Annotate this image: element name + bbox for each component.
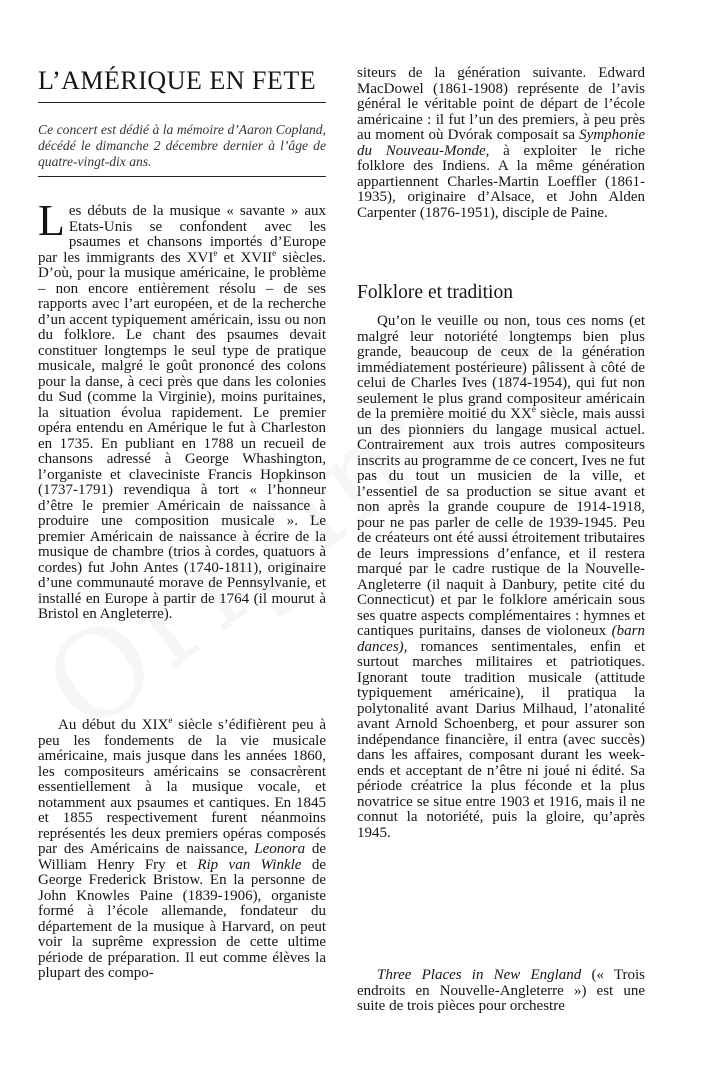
- title-underline: [38, 102, 326, 103]
- three-places-paragraph: Three Places in New England (« Trois endroits en Nouvelle-Angleterre ») est une suite de trois pièces pour orchestre: [357, 967, 646, 1014]
- page-title: L’AMÉRIQUE EN FETE: [38, 66, 317, 95]
- dedication-underline: [38, 176, 326, 177]
- section-heading: Folklore et tradition: [357, 282, 513, 303]
- intro-paragraph: Les débuts de la musique « savante » aux Etats-Unis se confondent avec les psaumes et chansons importés d’Europe par les immigrants des XVIe et XVIIe siècles. D’où, pour la musique américaine, le problème – non encore entièrement résolu – de ses rapports avec l’art européen, et de la recherche d’un accent typiquement américain, issu ou non du folklore. Le chant des psaumes devait constituer longtemps le seul type de pratique musicale, malgré le goût prononcé des colons pour la danse, à ceci près que dans les colonies du Sud (comme la Virginie), moins puritaines, la situation évolua rapidement. Le premier opéra entendu en Amérique le fut à Charleston en 1735. En publiant en 1788 un recueil de chansons adressé à George Whashington, l’organiste et claveciniste Francis Hopkinson (1737-1791) revendiqua à tort « l’honneur d’être le premier Américain de naissance à produire une composition musicale ». Le premier Américain de naissance à écrire de la musique de chambre (trios à cordes, quatuors à cordes) fut John Antes (1740-1811), originaire d’une communauté morave de Pennsylvanie, et installé en Europe à partir de 1764 (il mourut à Bristol en Angleterre).: [38, 196, 326, 622]
- drop-cap: L: [38, 196, 65, 245]
- dedication-note: Ce concert est dédié à la mémoire d’Aaron Copland, décédé le dimanche 2 décembre dernier à l’âge de quatre-vingt-dix ans.: [38, 122, 326, 169]
- continuation-paragraph: siteurs de la génération suivante. Edward MacDowel (1861-1908) représente de l’avis général le véritable point de départ de l’école américaine : il fut l’un des premiers, à peu près au moment où Dvórak composait sa Symphonie du Nouveau-Monde, à exploiter le riche folklore des Indiens. A la même génération appartiennent Charles-Martin Loeffler (1861-1935), originaire d’Alsace, et John Alden Carpenter (1876-1951), disciple de Paine.: [357, 65, 645, 221]
- ives-paragraph: Qu’on le veuille ou non, tous ces noms (et malgré leur notoriété longtemps bien plus grande, beaucoup de ceux de la génération immédiatement postérieure) pâlissent à côté de celui de Charles Ives (1874-1954), qui fut non seulement le plus grand compositeur américain de la première moitié du XXe siècle, mais aussi un des pionniers du langage musical actuel. Contrairement aux trois autres compositeurs inscrits au programme de ce concert, Ives ne fut pas du tout un musicien de la ville, et l’essentiel de sa production se situe avant et non après la grande coupure de 1914-1918, pour ne pas parler de celle de 1939-1945. Peu de créateurs ont été aussi étroitement tributaires de leurs impressions d’enfance, et il restera marqué par le cadre rustique de la Nouvelle-Angleterre (il naquit à Danbury, petite cité du Connecticut) et par le folklore américain sous ses quatre aspects complémentaires : hymnes et cantiques puritains, danses de violoneux (barn dances), romances sentimentales, enfin et surtout marches militaires et patriotiques. Ignorant toute tradition musicale (attitude typiquement américaine), il pratiqua la polytonalité avant Darius Milhaud, l’atonalité avant Arnold Schoenberg, et pour assurer son indépendance financière, il entra (avec succès) dans les affaires, composant durant les week-ends et acceptant de n’être ni joué ni édité. Sa période créatrice la plus féconde et la plus novatrice se situe entre 1903 et 1916, mais il ne connut la notoriété, puis la gloire, qu’après 1945.: [357, 313, 645, 841]
- nineteenth-century-paragraph: Au début du XIXe siècle s’édifièrent peu à peu les fondements de la vie musicale américaine, mais jusque dans les années 1860, les compositeurs américains se consacrèrent essentiellement à la musique vocale, et notamment aux psaumes et cantiques. En 1845 et 1855 respectivement furent néanmoins représentés les deux premiers opéras composés par des Américains de naissance, Leonora de William Henry Fry et Rip van Winkle de George Frederick Bristow. En la personne de John Knowles Paine (1839-1906), organiste formé à l’école allemande, fondateur du département de la musique à Harvard, on peut voir la suprême expression de cette ultime période de préparation. Il eut comme élèves la plupart des compo-: [38, 715, 326, 981]
